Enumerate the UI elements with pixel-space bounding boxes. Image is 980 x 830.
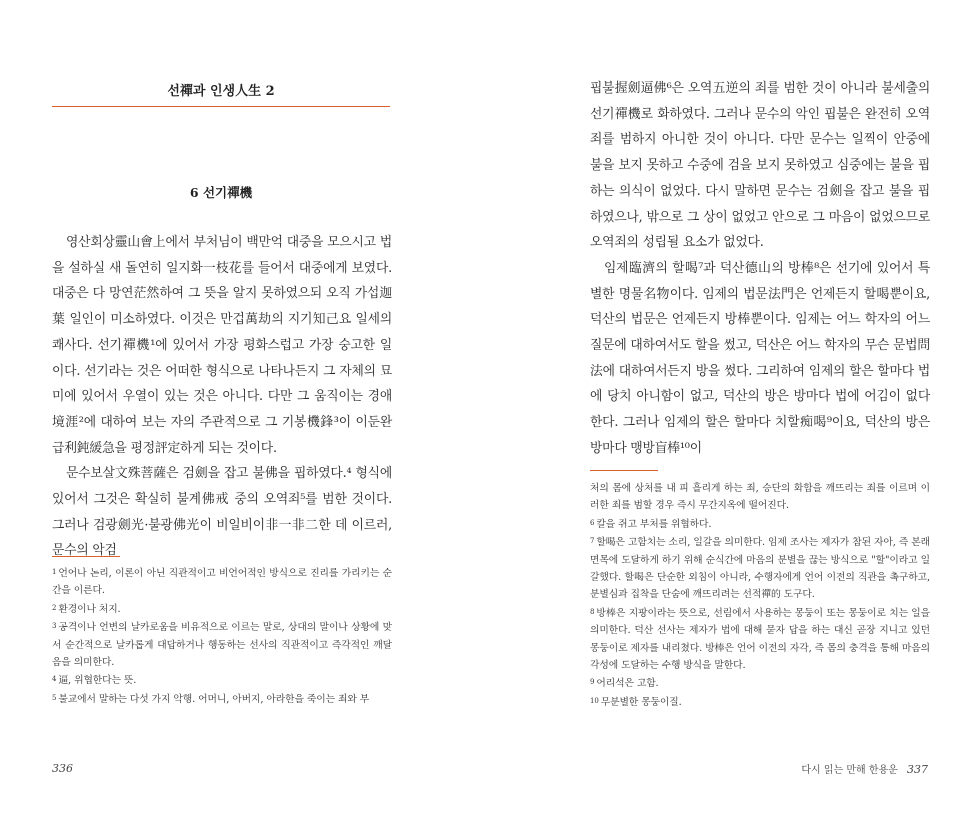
footnote-text: 칼을 쥐고 부처를 위협하다. <box>596 518 712 530</box>
footnote <box>52 671 392 689</box>
running-foot <box>801 761 928 776</box>
footnote-number: 7 <box>590 537 595 546</box>
footnote <box>590 533 930 604</box>
footnote <box>590 693 930 711</box>
footnote-text: 할喝은 고함치는 소리, 일갈을 의미한다. 임제 조사는 제자가 참된 자아, 즉 본래면목에 도달하게 하기 위해 순식간에 마음의 분별을 끊는 방식으로 "할"이라고 일갈했다. 할喝은 단순한 외침이 아니라, 수행자에게 언어 이전의 직관을 촉구하고, 분별심과 집착을 단숨에 깨뜨리려는 선적禪的 도구다. <box>590 537 930 601</box>
running-head-rule <box>52 106 390 107</box>
body-paragraph: 영산회상靈山會上에서 부처님이 백만억 대중을 모으시고 법을 설하실 새 돌연히 일지화一枝花를 들어서 대중에게 보였다. 대중은 다 망연茫然하여 그 뜻을 알지 못하였으되 오직 가섭迦葉 일인이 미소하였다. 이것은 만겁萬劫의 지기知己요 일세의 쾌사다. 선기禪機¹에 있어서 가장 평화스럽고 가장 숭고한 일이다. 선기라는 것은 어떠한 형식으로 나타나든지 그 자체의 묘미에 있어서 우열이 있는 것은 아니다. 다만 그 움직이는 경애境涯²에 대하여 보는 자의 주관적으로 그 기봉機鋒³이 이둔완급利鈍緩急을 평정評定하게 되는 것이다. <box>52 235 392 456</box>
book-title: 다시 읽는 만해 한용운 <box>801 765 898 776</box>
right-body-text <box>590 76 930 462</box>
footnote <box>52 564 392 600</box>
footnote-text: 무분별한 몽둥이질. <box>600 696 682 708</box>
footnote-number: 1 <box>52 568 57 576</box>
footnote-number: 10 <box>590 696 599 705</box>
footnote-text: 불교에서 말하는 다섯 가지 악행. 어머니, 아버지, 아라한을 죽이는 죄와 부 <box>58 693 370 705</box>
left-footnotes <box>52 564 392 708</box>
footnote-text: 언어나 논리, 이론이 아닌 직관적이고 비언어적인 방식으로 진리를 가리키는 순간을 이른다. <box>52 568 392 597</box>
footnote <box>590 674 930 692</box>
footnote <box>52 618 392 671</box>
footnote-text: 환경이나 처지. <box>58 603 121 615</box>
footnote-rule <box>52 556 120 557</box>
running-head: 선禪과 인생人生 2 <box>167 84 275 99</box>
footnote-number: 2 <box>52 603 57 612</box>
right-footnotes <box>590 480 930 711</box>
page-number: 336 <box>52 762 73 775</box>
footnote-text: 방棒은 지팡이라는 뜻으로, 선림에서 사용하는 몽둥이 또는 몽둥이로 치는 일을 의미한다. 덕산 선사는 제자가 법에 대해 묻자 답을 하는 대신 곧장 지니고 있던 몽둥이로 제자를 내리쳤다. 방棒은 언어 이전의 자각, 즉 몸의 충격을 통해 마음의 각성에 도달하는 수행 방식을 말한다. <box>590 607 930 672</box>
footnote-number: 8 <box>590 607 595 616</box>
footnote <box>590 515 930 533</box>
footnote-number: 5 <box>52 693 57 702</box>
left-body-text <box>52 230 392 564</box>
footnote-text: 逼, 위협한다는 뜻. <box>58 675 137 687</box>
footnote <box>52 690 392 708</box>
body-paragraph: 임제臨濟의 할喝⁷과 덕산德山의 방棒⁸은 선기에 있어서 특별한 명물名物이다. 임제의 법문法門은 언제든지 할喝뿐이요, 덕산의 법문은 언제든지 방棒뿐이다. 임제는 어느 학자의 어느 질문에 대하여서도 할을 썼고, 덕산은 어느 학자의 무슨 문법問法에 대하여서든지 방을 썼다. 그리하여 임제의 할은 할마다 법에 당치 아니함이 없고, 덕산의 방은 방마다 법에 어김이 없다 한다. 그러나 임제의 할은 할마다 치할痴喝⁹이요, 덕산의 방은 방마다 맹방盲棒¹⁰이 <box>590 260 930 456</box>
footnote-number: 3 <box>52 622 57 631</box>
footnote-text: 어리석은 고함. <box>596 678 659 690</box>
footnote <box>52 600 392 618</box>
footnote-number: 6 <box>590 518 595 527</box>
right-page <box>490 0 980 830</box>
page-number: 337 <box>907 763 928 776</box>
body-paragraph: 문수보살文殊菩薩은 검劍을 잡고 불佛을 핍하였다.⁴ 형식에 있어서 그것은 확실히 불계佛戒 중의 오역죄⁵를 범한 것이다. 그러나 검광劍光·불광佛光이 비일비이非一非二한 데 이르러, 문수의 악검 <box>52 466 392 559</box>
footnote-rule <box>590 470 658 471</box>
footnote-number: 4 <box>52 675 57 684</box>
footnote-text: 공격이나 언변의 날카로움을 비유적으로 이르는 말로, 상대의 말이나 상황에 맞서 순간적으로 날카롭게 대답하거나 행동하는 선사의 직관적이고 즉각적인 깨달음을 의미한다. <box>52 622 392 669</box>
footnote-continuation <box>590 480 930 515</box>
footnote-text: 처의 몸에 상처를 내 피 흘리게 하는 죄, 승단의 화합을 깨뜨리는 죄를 이르며 이러한 죄를 범할 경우 즉시 무간지옥에 떨어진다. <box>590 483 930 512</box>
footnote-number: 9 <box>590 678 595 687</box>
body-paragraph: 핍불握劍逼佛⁶은 오역五逆의 죄를 범한 것이 아니라 불세출의 선기禪機로 화하였다. 그러나 문수의 악인 핍불은 완전히 오역죄를 범하지 아니한 것이 아니다. 다만 문수는 일찍이 안중에 불을 보지 못하고 수중에 검을 보지 못하였고 심중에는 불을 핍하는 의식이 없었다. 다시 말하면 문수는 검劍을 잡고 불을 핍하였으나, 밖으로 그 상이 없었고 안으로 그 마음이 없었으므로 오역죄의 성립될 요소가 없었다. <box>590 81 930 251</box>
section-title: 6 선기禪機 <box>189 185 253 200</box>
footnote <box>590 604 930 675</box>
